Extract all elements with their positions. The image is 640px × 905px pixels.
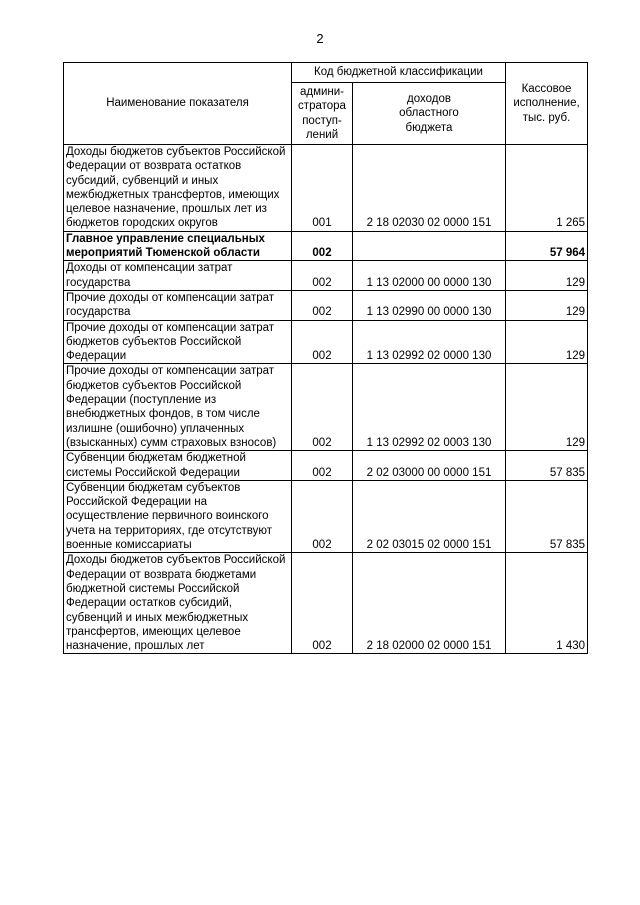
header-execution-text: Кассовое исполнение, тыс. руб. [513,83,580,124]
row-admin-code: 002 [292,553,353,654]
row-budget-code: 2 18 02000 02 0000 151 [353,553,506,654]
table-row [64,364,588,451]
header-name-text: Наименование показателя [106,97,249,110]
header-classification-text: Код бюджетной классификации [314,66,483,79]
row-budget-code: 2 18 02030 02 0000 151 [353,145,506,232]
table-body [64,145,588,654]
row-budget-code: 1 13 02990 00 0000 130 [353,290,506,320]
row-admin-code: 002 [292,290,353,320]
row-admin-code: 002 [292,480,353,552]
row-budget-code: 1 13 02000 00 0000 130 [353,261,506,291]
header-revenue [353,83,506,145]
row-name: Прочие доходы от компенсации затрат бюджетов субъектов Российской Федерации [64,320,292,364]
header-revenue-text: доходов областного бюджета [399,93,459,134]
row-amount: 1 430 [506,553,588,654]
row-name: Субвенции бюджетам бюджетной системы Российской Федерации [64,451,292,481]
table-row [64,261,588,291]
table-row [64,290,588,320]
row-budget-code: 2 02 03000 00 0000 151 [353,451,506,481]
row-admin-code: 002 [292,451,353,481]
row-amount: 129 [506,364,588,451]
header-admin-text: админи- стратора поступ- лений [298,85,346,141]
row-amount: 129 [506,320,588,364]
row-budget-code: 1 13 02992 02 0003 130 [353,364,506,451]
header-execution [506,63,588,145]
row-admin-code: 002 [292,364,353,451]
row-amount: 57 964 [506,231,588,261]
row-name: Субвенции бюджетам субъектов Российской Федерации на осуществление первичного воинского учета на территориях, где отсутствуют военные комиссариаты [64,480,292,552]
table-row [64,145,588,232]
row-admin-code: 002 [292,231,353,261]
header-admin [292,83,353,145]
row-name: Доходы бюджетов субъектов Российской Федерации от возврата остатков субсидий, субвенций и иных межбюджетных трансфертов, имеющих целевое назначение, прошлых лет из бюджетов городских округов [64,145,292,232]
table-row [64,231,588,261]
row-name: Доходы бюджетов субъектов Российской Федерации от возврата бюджетами бюджетной системы Российской Федерации остатков субсидий, субвенций и иных межбюджетных трансфертов, имеющих целевое назначение, прошлых лет [64,553,292,654]
row-amount: 1 265 [506,145,588,232]
row-name: Прочие доходы от компенсации затрат государства [64,290,292,320]
row-name: Доходы от компенсации затрат государства [64,261,292,291]
page-number: 2 [316,31,324,46]
row-name: Прочие доходы от компенсации затрат бюджетов субъектов Российской Федерации (поступление из внебюджетных фондов, в том числе излишне (ошибочно) уплаченных (взысканных) сумм страховых взносов) [64,364,292,451]
row-budget-code: 2 02 03015 02 0000 151 [353,480,506,552]
row-budget-code [353,231,506,261]
header-classification [292,63,506,83]
table-row [64,553,588,654]
row-admin-code: 002 [292,320,353,364]
row-admin-code: 002 [292,261,353,291]
row-name: Главное управление специальных мероприятий Тюменской области [64,231,292,261]
row-amount: 57 835 [506,480,588,552]
header-name [64,63,292,145]
table-row [64,480,588,552]
row-amount: 129 [506,290,588,320]
table-row [64,451,588,481]
row-budget-code: 1 13 02992 02 0000 130 [353,320,506,364]
table-row [64,320,588,364]
budget-table [63,62,588,654]
row-admin-code: 001 [292,145,353,232]
row-amount: 57 835 [506,451,588,481]
row-amount: 129 [506,261,588,291]
